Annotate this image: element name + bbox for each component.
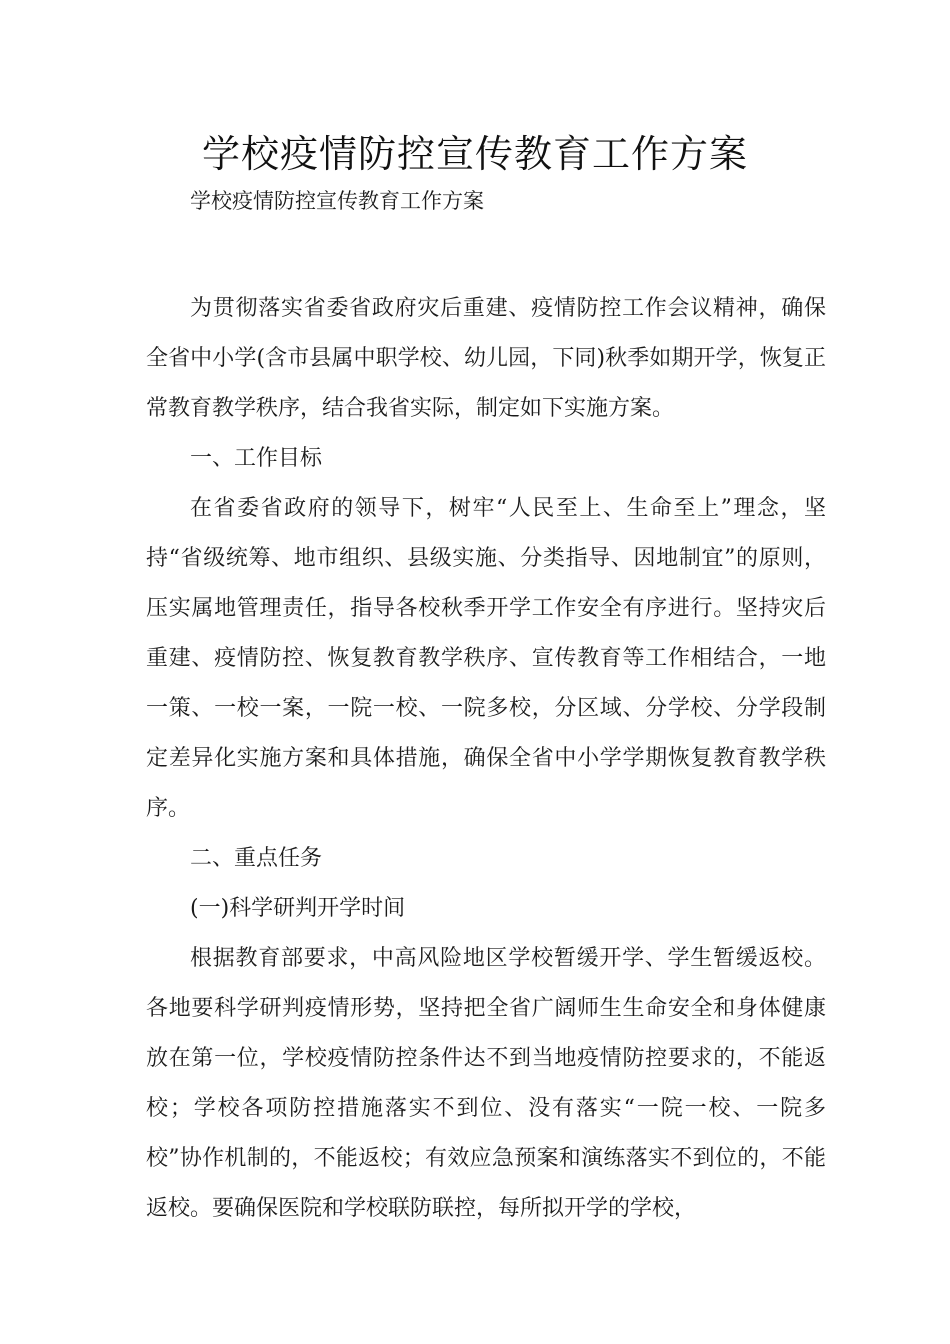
paragraph-schedule: 根据教育部要求，中高风险地区学校暂缓开学、学生暂缓返校。各地要科学研判疫情形势，坚持把全省广阔师生生命安全和身体健康放在第一位，学校疫情防控条件达不到当地疫情防控要求的，不能返校；学校各项防控措施落实不到位、没有落实“一院一校、一院多校”协作机制的，不能返校；有效应急预案和演练落实不到位的，不能返校。要确保医院和学校联防联控，每所拟开学的学校，	[146, 946, 826, 1221]
paragraph-goals: 在省委省政府的领导下，树牢“人民至上、生命至上”理念，坚持“省级统筹、地市组织、县级实施、分类指导、因地制宜”的原则，压实属地管理责任，指导各校秋季开学工作安全有序进行。坚持灾后重建、疫情防控、恢复教育教学秩序、宣传教育等工作相结合，一地一策、一校一案，一院一校、一院多校，分区域、分学校、分学段制定差异化实施方案和具体措施，确保全省中小学学期恢复教育教学秩序。	[146, 496, 826, 821]
document-body	[146, 284, 826, 1234]
section-heading-tasks: 二、重点任务	[190, 846, 323, 871]
section-heading-goals: 一、工作目标	[190, 446, 323, 471]
paragraph-intro: 为贯彻落实省委省政府灾后重建、疫情防控工作会议精神，确保全省中小学(含市县属中职学校、幼儿园，下同)秋季如期开学，恢复正常教育教学秩序，结合我省实际，制定如下实施方案。	[146, 296, 826, 421]
subsection-heading-schedule: (一)科学研判开学时间	[190, 896, 406, 921]
document-subtitle: 学校疫情防控宣传教育工作方案	[190, 189, 484, 213]
document-title: 学校疫情防控宣传教育工作方案	[201, 132, 748, 176]
